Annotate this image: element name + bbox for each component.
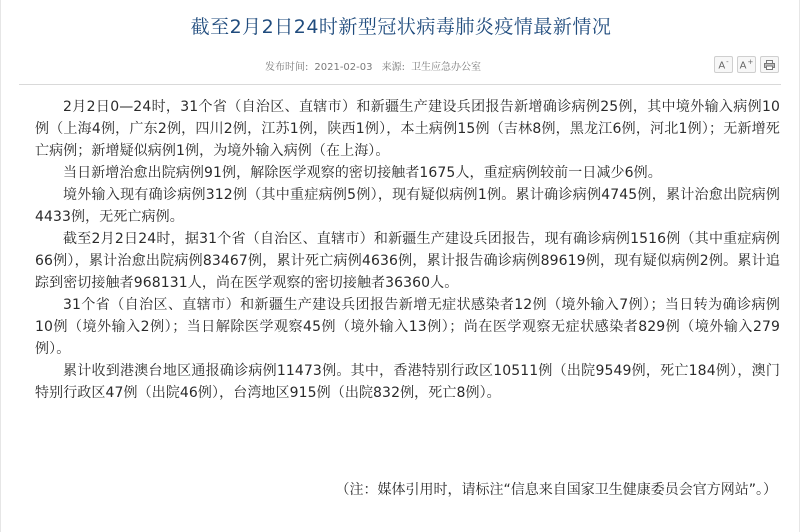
paragraph-hk-macao-taiwan: 累计收到港澳台地区通报确诊病例11473例。其中，香港特别行政区10511例（出院9549例，死亡184例），澳门特别行政区47例（出院46例），台湾地区915例（出院832例，死亡8例）。 [35,363,780,401]
media-citation-note: （注：媒体引用时，请标注“信息来自国家卫生健康委员会官方网站”。） [335,482,777,498]
paragraph-recoveries: 当日新增治愈出院病例91例，解除医学观察的密切接触者1675人，重症病例较前一日减少6例。 [63,165,662,181]
print-button[interactable] [760,56,779,73]
paragraph-new-cases: 2月2日0—24时，31个省（自治区、直辖市）和新疆生产建设兵团报告新增确诊病例25例，其中境外输入病例10例（上海4例，广东2例，四川2例，江苏1例，陕西1例），本土病例15例（吉林8例，黑龙江6例，河北1例）；无新增死亡病例；新增疑似病例1例，为境外输入病例（在上海）。 [35,99,780,159]
article-meta [265,58,487,73]
publish-date: 2021-02-03 [314,62,373,73]
source-name: 卫生应急办公室 [411,62,482,73]
paragraph-asymptomatic: 31个省（自治区、直辖市）和新疆生产建设兵团报告新增无症状感染者12例（境外输入7例）；当日转为确诊病例10例（境外输入2例）；当日解除医学观察45例（境外输入13例）；尚在医学观察无症状感染者829例（境外输入279例）。 [35,297,780,357]
font-decrease-icon: A- [718,57,729,72]
printer-icon [764,60,775,70]
article-tools [714,56,779,73]
font-increase-icon: A+ [739,57,754,72]
source-label: 来源: [381,62,406,73]
paragraph-imported: 境外输入现有确诊病例312例（其中重症病例5例），现有疑似病例1例。累计确诊病例4745例，累计治愈出院病例4433例，无死亡病例。 [35,187,780,225]
article-title: 截至2月2日24时新型冠状病毒肺炎疫情最新情况 [190,16,612,38]
publish-label: 发布时间: [265,62,309,73]
article-body [35,96,780,404]
font-increase-button[interactable] [737,56,756,73]
font-decrease-button[interactable] [714,56,733,73]
paragraph-cumulative: 截至2月2日24时，据31个省（自治区、直辖市）和新疆生产建设兵团报告，现有确诊病例1516例（其中重症病例66例），累计治愈出院病例83467例，累计死亡病例4636例，累计报告确诊病例89619例，现有疑似病例2例。累计追踪到密切接触者968131人，尚在医学观察的密切接触者36360人。 [35,231,780,291]
meta-bar [19,48,781,85]
